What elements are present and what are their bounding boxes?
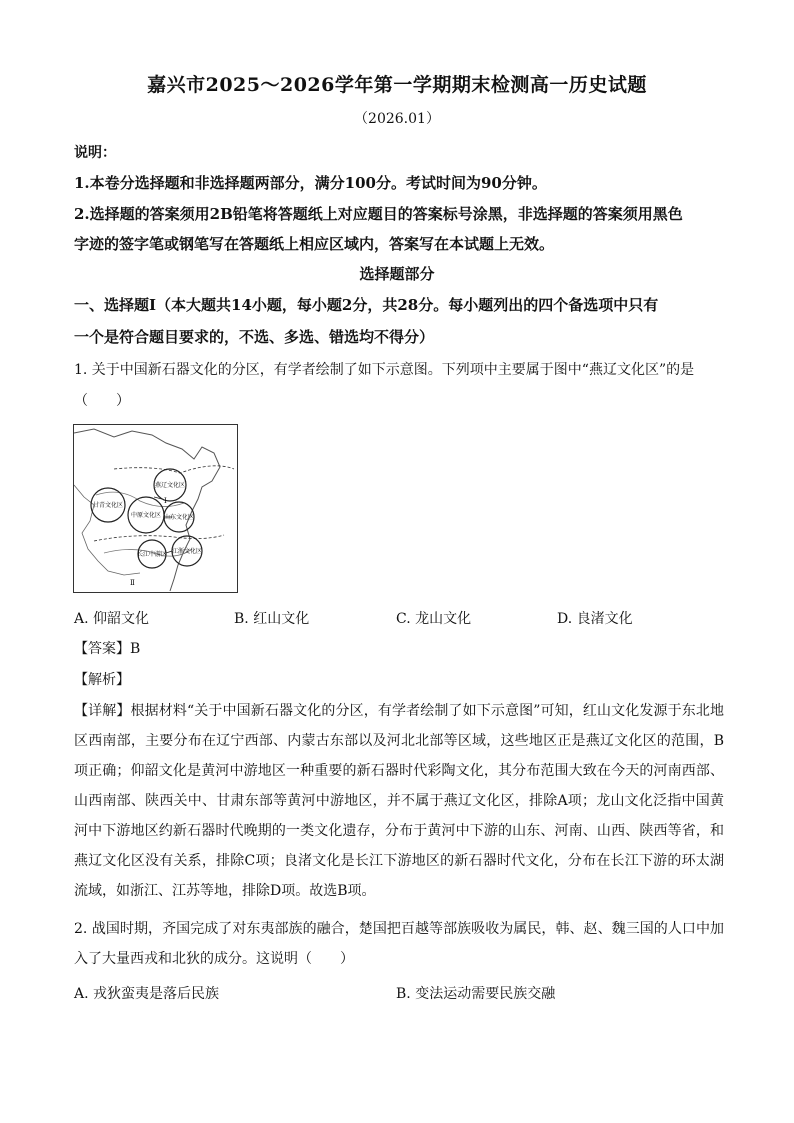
part-heading-line-1: 一、选择题Ⅰ（本大题共14小题，每小题2分，共28分。每小题列出的四个备选项中只有 (74, 296, 659, 314)
map-label-zhongyuan: 中原文化区 (130, 512, 162, 519)
map-label-yanliao: 燕辽文化区 (154, 482, 186, 489)
q1-option-d[interactable]: D. 良渚文化 (557, 611, 633, 627)
map-label-ganqing: 甘青文化区 (92, 502, 124, 509)
q2-stem: 2. 战国时期，齐国完成了对东夷部族的融合，楚国把百越等部族吸收为属民，韩、赵、魏三国的人口中加入了大量西戎和北狄的成分。这说明（ ） (74, 921, 724, 967)
q2-option-a[interactable]: A. 戎狄蛮夷是落后民族 (74, 986, 220, 1002)
map-label-region-1: Ⅰ (164, 497, 167, 505)
instruction-item-2-line-1: 2.选择题的答案须用2B铅笔将答题纸上对应题目的答案标号涂黑，非选择题的答案须用黑色 (74, 205, 683, 223)
instructions-heading: 说明： (74, 145, 116, 161)
q1-option-c[interactable]: C. 龙山文化 (396, 611, 472, 627)
q2-option-b[interactable]: B. 变法运动需要民族交融 (396, 986, 556, 1002)
q1-answer: 【答案】B (74, 641, 141, 657)
q1-option-b[interactable]: B. 红山文化 (234, 611, 310, 627)
q1-stem-line-2: （ ） (74, 393, 130, 409)
map-label-jiangzhe: 江浙文化区 (171, 548, 203, 555)
part-heading-line-2: 一个是符合题目要求的，不选、多选、错选均不得分） (74, 328, 435, 346)
map-label-shandong: 山东文化区 (163, 514, 195, 521)
instruction-item-2-line-2: 字迹的签字笔或钢笔写在答题纸上相应区域内，答案写在本试题上无效。 (74, 235, 555, 253)
q1-stem-line-1: 1. 关于中国新石器文化的分区，有学者绘制了如下示意图。下列项中主要属于图中“燕辽文化区”的是 (74, 362, 695, 378)
map-label-region-2: Ⅱ (130, 579, 135, 587)
section-title: 选择题部分 (359, 265, 435, 283)
map-label-changjiang: 长江中游区 (136, 551, 168, 558)
instruction-item-1: 1.本卷分选择题和非选择题两部分，满分100分。考试时间为90分钟。 (74, 174, 547, 192)
neolithic-culture-map (73, 424, 238, 593)
q1-option-a[interactable]: A. 仰韶文化 (74, 611, 150, 627)
exam-title: 嘉兴市2025～2026学年第一学期期末检测高一历史试题 (147, 74, 647, 96)
exam-date: （2026.01） (354, 111, 440, 127)
q1-analysis-label: 【解析】 (74, 672, 130, 688)
q1-analysis-text: 【详解】根据材料“关于中国新石器文化的分区，有学者绘制了如下示意图”可知，红山文化发源于东北地区西南部，主要分布在辽宁西部、内蒙古东部以及河北北部等区域，这些地区正是燕辽文化区的范围，B项正确；仰韶文化是黄河中游地区一种重要的新石器时代彩陶文化，其分布范围大致在今天的河南西部、山西南部、陕西关中、甘肃东部等黄河中游地区，并不属于燕辽文化区，排除A项；龙山文化泛指中国黄河中下游地区约新石器时代晚期的一类文化遗存，分布于黄河中下游的山东、河南、山西、陕西等省，和燕辽文化区没有关系，排除C项；良渚文化是长江下游地区的新石器时代文化，分布在长江下游的环太湖流域，如浙江、江苏等地，排除D项。故选B项。 (74, 703, 724, 899)
